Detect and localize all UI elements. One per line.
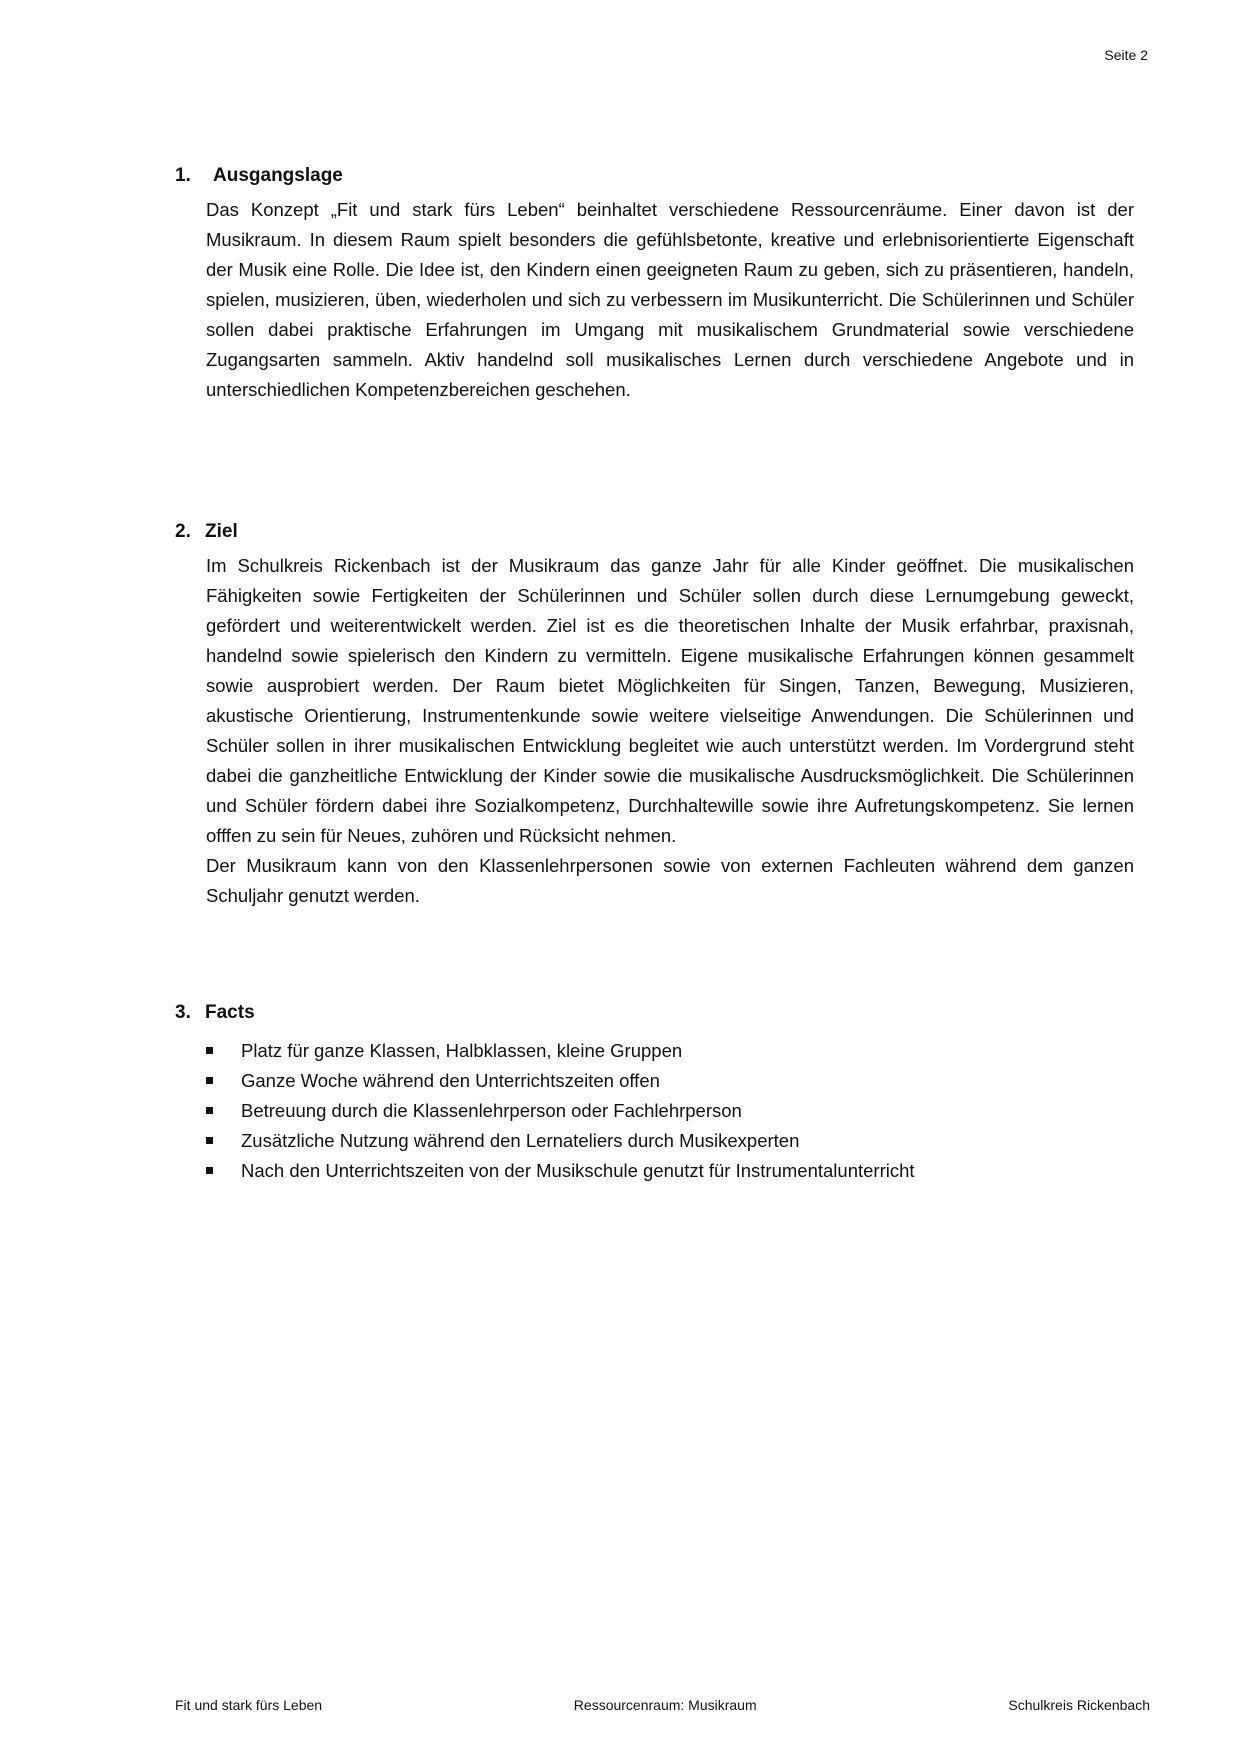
list-item-text: Zusätzliche Nutzung während den Lernateliers durch Musikexperten <box>241 1130 800 1151</box>
square-bullet-icon <box>206 1107 213 1114</box>
square-bullet-icon <box>206 1167 213 1174</box>
square-bullet-icon <box>206 1047 213 1054</box>
section-title: Ausgangslage <box>213 165 343 186</box>
list-item-text: Ganze Woche während den Unterrichtszeiten offen <box>241 1070 660 1091</box>
section-title: Ziel <box>205 521 238 542</box>
section-title: Facts <box>205 1002 255 1023</box>
paragraph: Das Konzept „Fit und stark fürs Leben“ beinhaltet verschiedene Ressourcenräume. Einer davon ist der Musikraum. In diesem Raum spielt besonders die gefühlsbetonte, kreative und erlebnisorientierte Eigenschaft der Musik eine Rolle. Die Idee ist, den Kindern einen geeigneten Raum zu geben, sich zu präsentieren, handeln, spielen, musizieren, üben, wiederholen und sich zu verbessern im Musikunterricht. Die Schülerinnen und Schüler sollen dabei praktische Erfahrungen im Umgang mit musikalischem Grundmaterial sowie verschiedene Zugangsarten sammeln. Aktiv handelnd soll musikalisches Lernen durch verschiedene Angebote und in unterschiedlichen Kompetenzbereichen geschehen. <box>206 199 1134 400</box>
section-ausgangslage <box>175 163 1135 405</box>
list-item <box>206 1126 1135 1156</box>
section-ziel <box>175 519 1135 911</box>
paragraph: Der Musikraum kann von den Klassenlehrpersonen sowie von externen Fachleuten während dem ganzen Schuljahr genutzt werden. <box>206 855 1134 906</box>
footer-left: Fit und stark fürs Leben <box>175 1697 323 1713</box>
list-item-text: Nach den Unterrichtszeiten von der Musikschule genutzt für Instrumentalunterricht <box>241 1160 915 1181</box>
square-bullet-icon <box>206 1077 213 1084</box>
page-number: Seite 2 <box>1104 47 1148 63</box>
section-number: 2. <box>175 521 191 542</box>
section-number: 3. <box>175 1002 191 1023</box>
facts-list <box>206 1036 1135 1186</box>
list-item <box>206 1156 1135 1186</box>
footer-center: Ressourcenraum: Musikraum <box>573 1697 757 1713</box>
section-body <box>206 195 1134 405</box>
page-footer <box>175 1697 1150 1713</box>
section-number: 1. <box>175 165 191 186</box>
list-item-text: Platz für ganze Klassen, Halbklassen, kleine Gruppen <box>241 1040 683 1061</box>
section-heading <box>175 163 1135 189</box>
square-bullet-icon <box>206 1137 213 1144</box>
section-body <box>206 551 1134 911</box>
list-item <box>206 1066 1135 1096</box>
footer-right: Schulkreis Rickenbach <box>1008 1697 1150 1713</box>
list-item-text: Betreuung durch die Klassenlehrperson oder Fachlehrperson <box>241 1100 742 1121</box>
section-facts <box>175 1000 1135 1186</box>
section-heading <box>175 1000 1135 1026</box>
paragraph: Im Schulkreis Rickenbach ist der Musikraum das ganze Jahr für alle Kinder geöffnet. Die musikalischen Fähigkeiten sowie Fertigkeiten der Schülerinnen und Schüler sollen durch diese Lernumgebung geweckt, gefördert und weiterentwickelt werden. Ziel ist es die theoretischen Inhalte der Musik erfahrbar, praxisnah, handelnd sowie spielerisch den Kindern zu vermitteln. Eigene musikalische Erfahrungen können gesammelt sowie ausprobiert werden. Der Raum bietet Möglichkeiten für Singen, Tanzen, Bewegung, Musizieren, akustische Orientierung, Instrumentenkunde sowie weitere vielseitige Anwendungen. Die Schülerinnen und Schüler sollen in ihrer musikalischen Entwicklung begleitet wie auch unterstützt werden. Im Vordergrund steht dabei die ganzheitliche Entwicklung der Kinder sowie die musikalische Ausdrucksmöglichkeit. Die Schülerinnen und Schüler fördern dabei ihre Sozialkompetenz, Durchhaltewille sowie ihre Aufretungskompetenz. Sie lernen offfen zu sein für Neues, zuhören und Rücksicht nehmen. <box>206 555 1134 846</box>
list-item <box>206 1096 1135 1126</box>
list-item <box>206 1036 1135 1066</box>
section-heading <box>175 519 1135 545</box>
